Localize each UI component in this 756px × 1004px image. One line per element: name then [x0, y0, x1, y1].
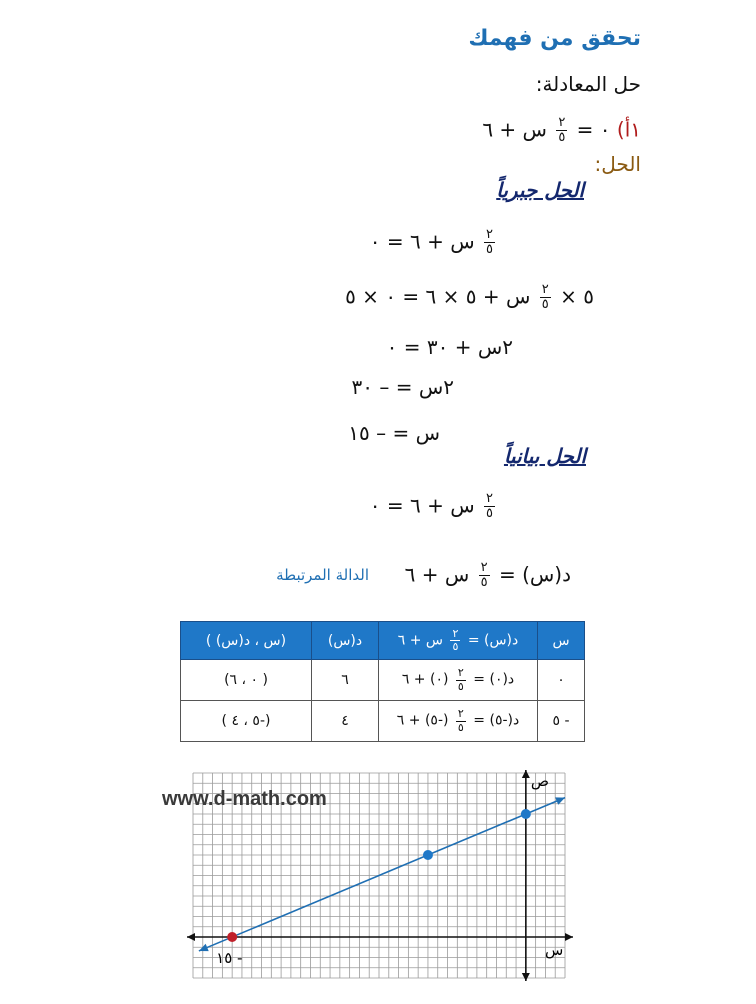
x-axis-arrow-left [187, 933, 195, 941]
section-title: تحقق من فهمك [468, 26, 641, 51]
fraction: $\frac{٢}{٥}$ [486, 491, 493, 522]
related-function: د(س) = $\frac{٢}{٥}$ س + ٦ [404, 560, 571, 591]
part-a-number: ١أ) [616, 117, 641, 142]
alg-step-5: س = – ١٥ [348, 421, 440, 445]
cell-x: - ٥ [538, 701, 585, 742]
graphical-title: الحل بيانياً [503, 444, 586, 468]
values-table [180, 621, 585, 742]
watermark: www.d-math.com [162, 788, 327, 810]
question-prompt: حل المعادلة: [535, 72, 641, 96]
cell-x: ٠ [538, 660, 585, 701]
fraction: $\frac{٢}{٥}$ [486, 227, 493, 258]
fraction: $\frac{٢}{٥}$ [541, 282, 549, 313]
related-function-label: الدالة المرتبطة [276, 566, 369, 584]
part-a-lhs: ٠ = [576, 117, 611, 142]
table-header-formula: د(س) = $\frac{٢}{٥}$ س + ٦ [379, 622, 538, 660]
alg-step-2: ٥ × $\frac{٢}{٥}$ س + ٥ × ٦ = ٠ × ٥ [345, 282, 594, 313]
alg-step-1: $\frac{٢}{٥}$ س + ٦ = ٠ [369, 227, 493, 258]
table-header-x: س [538, 622, 585, 660]
cell-fx: ٦ [312, 660, 379, 701]
function-line [199, 798, 565, 951]
algebraic-title: الحل جبرياً [496, 178, 584, 202]
table-row [181, 660, 585, 701]
fraction: $\frac{٢}{٥}$ [452, 626, 459, 653]
plot-area [199, 797, 565, 951]
root-point [227, 932, 237, 942]
cell-pair: (-٥ ، ٤ ) [181, 701, 312, 742]
table-header-row [181, 622, 585, 660]
fraction: $\frac{٢}{٥}$ [457, 707, 464, 734]
part-a-rhs: س + ٦ [482, 117, 547, 142]
table-header-pair: (س ، د(س) ) [181, 622, 312, 660]
x-axis-arrow-right [565, 933, 573, 941]
graph-step-1: $\frac{٢}{٥}$ س + ٦ = ٠ [369, 491, 493, 522]
x-axis-label: س [545, 941, 564, 959]
cell-calc: د(-٥) = $\frac{٢}{٥}$ (-٥) + ٦ [379, 701, 538, 742]
fraction: $\frac{٢}{٥}$ [558, 115, 566, 146]
root-label: ١٥ - [216, 949, 243, 967]
y-axis-arrow-down [522, 973, 530, 981]
cell-fx: ٤ [312, 701, 379, 742]
part-a-equation [482, 116, 641, 146]
y-axis-label: ص [530, 772, 549, 790]
fraction: $\frac{٢}{٥}$ [480, 560, 488, 591]
data-point [521, 809, 531, 819]
cell-calc: د(٠) = $\frac{٢}{٥}$ (٠) + ٦ [379, 660, 538, 701]
data-point [423, 850, 433, 860]
alg-step-4: ٢س = – ٣٠ [351, 375, 454, 399]
cell-pair: ( ٠ ، ٦) [181, 660, 312, 701]
fraction: $\frac{٢}{٥}$ [457, 666, 464, 693]
y-axis-arrow-up [522, 770, 530, 778]
table-header-fx: د(س) [312, 622, 379, 660]
solution-label: الحل: [594, 152, 641, 176]
alg-step-3: ٢س + ٣٠ = ٠ [386, 335, 513, 359]
table-row [181, 701, 585, 742]
